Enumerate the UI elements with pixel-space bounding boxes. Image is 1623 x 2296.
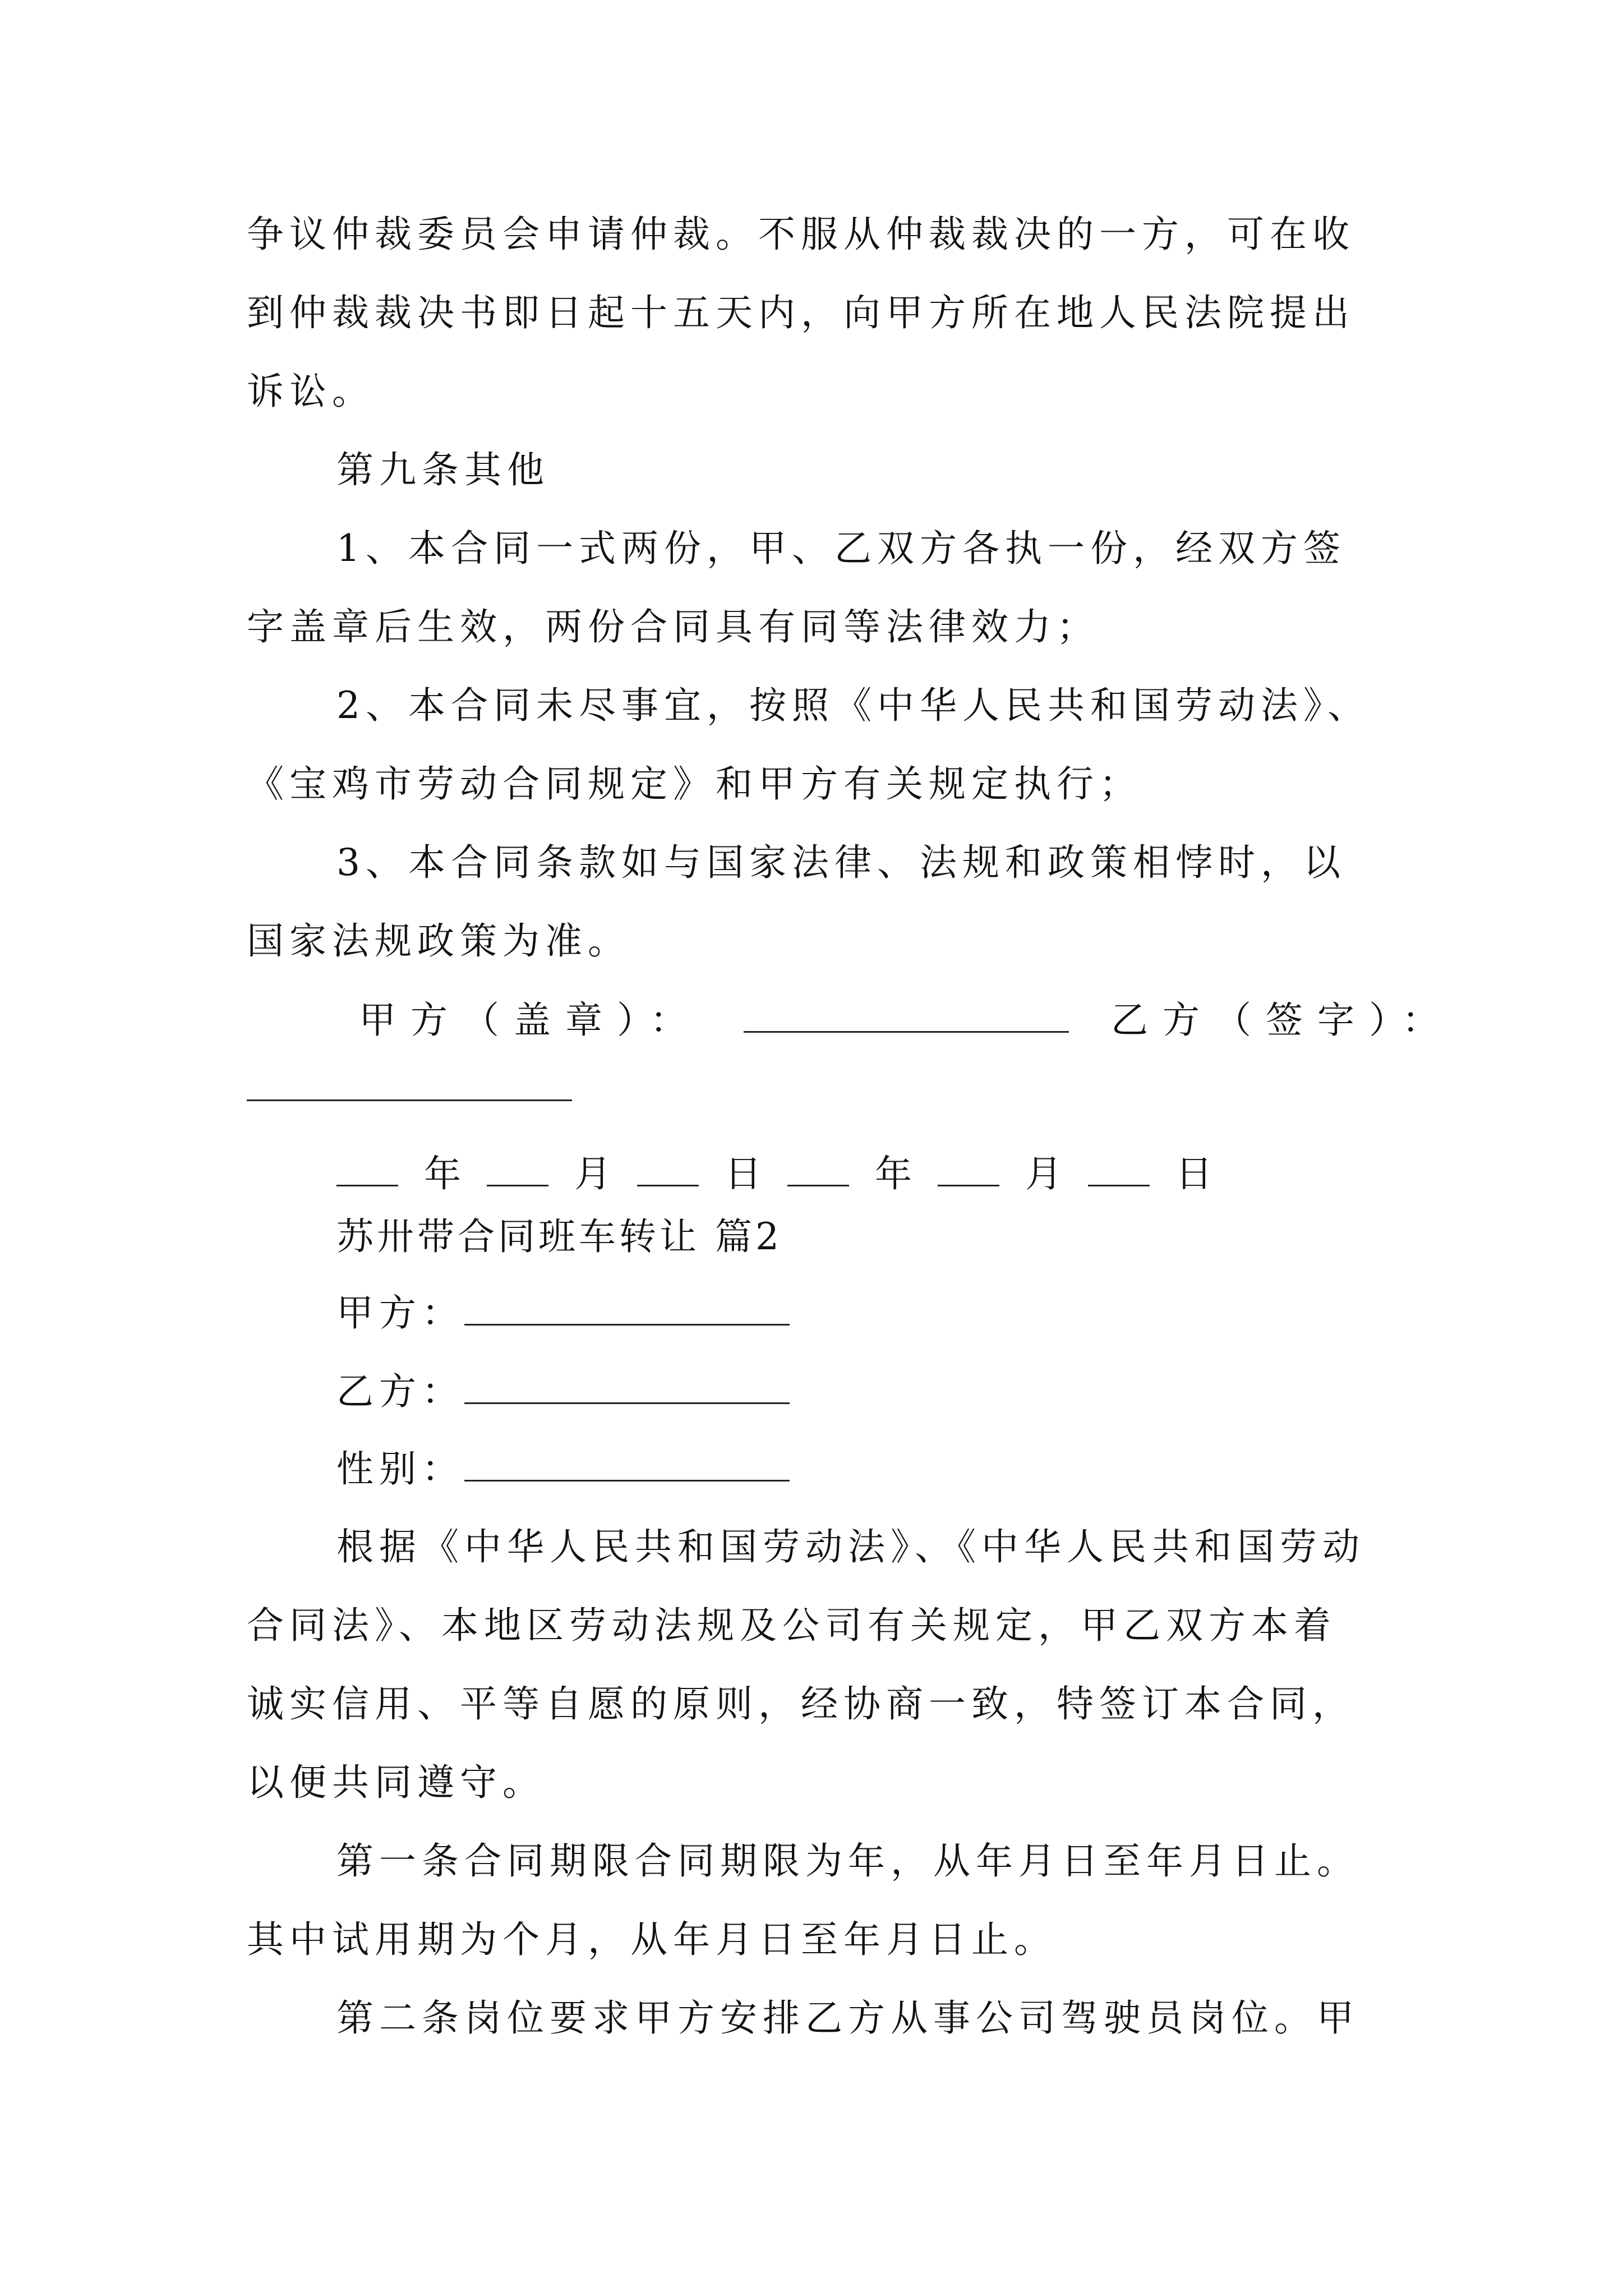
day-unit-a: 日 [725,1152,762,1195]
day-blank-a [637,1151,699,1186]
preamble-line-2: 合同法》、本地区劳动法规及公司有关规定，甲乙双方本着 [247,1604,1336,1647]
party-b-signature-label: 乙方（签字）： [1110,999,1454,1042]
arbitration-line-1: 争议仲裁委员会申请仲裁。不服从仲裁裁决的一方，可在收 [247,213,1355,256]
article-2-line-1: 第二条岗位要求甲方安排乙方从事公司驾驶员岗位。甲 [336,1996,1359,2040]
preamble-line-1: 根据《中华人民共和国劳动法》、《中华人民共和国劳动 [336,1525,1365,1568]
arbitration-line-2: 到仲裁裁决书即日起十五天内，向甲方所在地人民法院提出 [247,291,1355,334]
party-b-field-label: 乙方： [336,1370,464,1413]
gender-field-blank [464,1446,790,1481]
gender-field [336,1446,790,1492]
preamble-line-4: 以便共同遵守。 [247,1761,545,1804]
month-blank-b [938,1151,999,1186]
year-unit-a: 年 [424,1152,461,1195]
party-a-seal-blank [744,997,1069,1033]
date-row [336,1151,1238,1197]
party-b-field-blank [464,1369,790,1404]
article-1-line-1: 第一条合同期限合同期限为年，从年月日至年月日止。 [336,1839,1359,1883]
arbitration-line-3: 诉讼。 [247,370,375,413]
article-9-item-2-line-1: 2、本合同未尽事宜，按照《中华人民共和国劳动法》、 [336,684,1370,727]
month-unit-a: 月 [574,1152,611,1195]
section-2-title: 苏卅带合同班车转让 篇2 [336,1215,782,1258]
day-unit-b: 日 [1175,1152,1212,1195]
article-9-item-1-line-1: 1、本合同一式两份，甲、乙双方各执一份，经双方签 [336,527,1346,570]
article-9-item-3-line-1: 3、本合同条款如与国家法律、法规和政策相悖时，以 [336,841,1346,884]
preamble-line-3: 诚实信用、平等自愿的原则，经协商一致，特签订本合同， [247,1682,1355,1726]
party-a-field-blank [464,1290,790,1326]
day-blank-b [1088,1151,1150,1186]
party-b-field [336,1369,790,1414]
party-a-seal-label: 甲方（盖章）： [359,999,702,1042]
month-unit-b: 月 [1025,1152,1062,1195]
party-b-signature-blank [247,1099,572,1101]
year-blank-b [787,1151,849,1186]
year-unit-b: 年 [875,1152,912,1195]
year-blank-a [336,1151,398,1186]
article-9-item-3-line-2: 国家法规政策为准。 [247,919,630,963]
party-a-field [336,1290,790,1336]
article-1-line-2: 其中试用期为个月，从年月日至年月日止。 [247,1918,1057,1961]
gender-field-label: 性别： [336,1447,464,1490]
article-9-heading: 第九条其他 [336,448,550,491]
article-9-item-1-line-2: 字盖章后生效，两份合同具有同等法律效力； [247,605,1099,648]
signature-row [359,997,1454,1043]
party-a-field-label: 甲方： [336,1291,464,1335]
month-blank-a [487,1151,548,1186]
article-9-item-2-line-2: 《宝鸡市劳动合同规定》和甲方有关规定执行； [247,762,1142,806]
